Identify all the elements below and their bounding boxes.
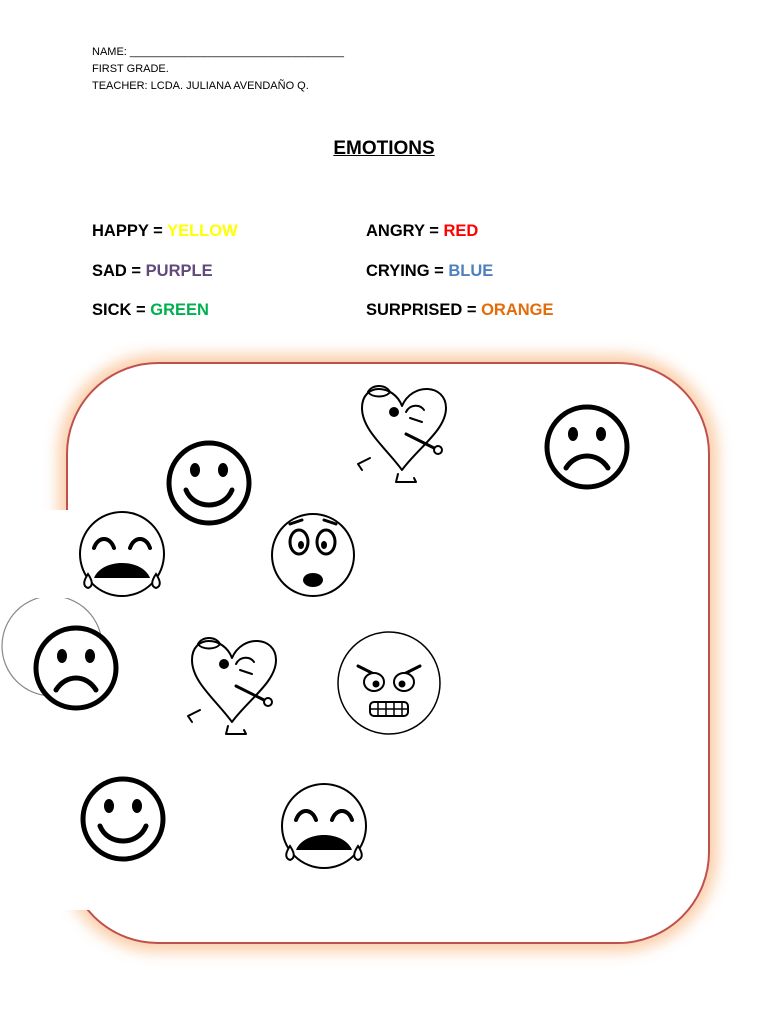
legend-separator: = [126,262,146,280]
surprised-face-icon [268,512,358,598]
legend-item-sad [92,262,213,281]
legend-color: YELLOW [167,222,238,240]
legend-color: BLUE [448,262,494,280]
legend-item-surprised [366,301,554,320]
legend-color: RED [443,222,479,240]
legend-emotion: ANGRY [366,222,425,240]
legend-item-crying [366,262,493,281]
legend-separator: = [424,222,444,240]
sick-heart-icon [350,378,454,486]
page-title: EMOTIONS [333,138,435,159]
legend-item-sick [92,301,209,320]
legend-separator: = [148,222,168,240]
legend-separator: = [462,301,482,319]
legend-color: PURPLE [145,262,213,280]
happy-face-icon [78,774,168,864]
legend-emotion: HAPPY [92,222,149,240]
legend-item-happy [92,222,238,241]
legend-color: ORANGE [481,301,554,319]
happy-face-icon [164,438,254,528]
legend-emotion: SAD [92,262,127,280]
legend-separator: = [131,301,151,319]
legend-emotion: CRYING [366,262,430,280]
legend-color: GREEN [150,301,209,319]
worksheet-header [92,44,344,95]
crying-face-icon [276,780,372,872]
angry-face-icon [334,630,444,736]
crying-face-icon [74,508,170,600]
legend-separator: = [429,262,449,280]
legend-emotion: SICK [92,301,132,319]
legend-emotion: SURPRISED [366,301,463,319]
sad-face-icon [542,402,632,492]
sick-heart-icon [180,630,284,738]
legend-item-angry [366,222,478,241]
teacher-label: TEACHER: LCDA. JULIANA AVENDAÑO Q. [92,80,309,92]
name-field-label: NAME: ___________________________________ [92,46,345,58]
grade-label: FIRST GRADE. [92,63,169,75]
sad-face-icon [0,598,124,716]
